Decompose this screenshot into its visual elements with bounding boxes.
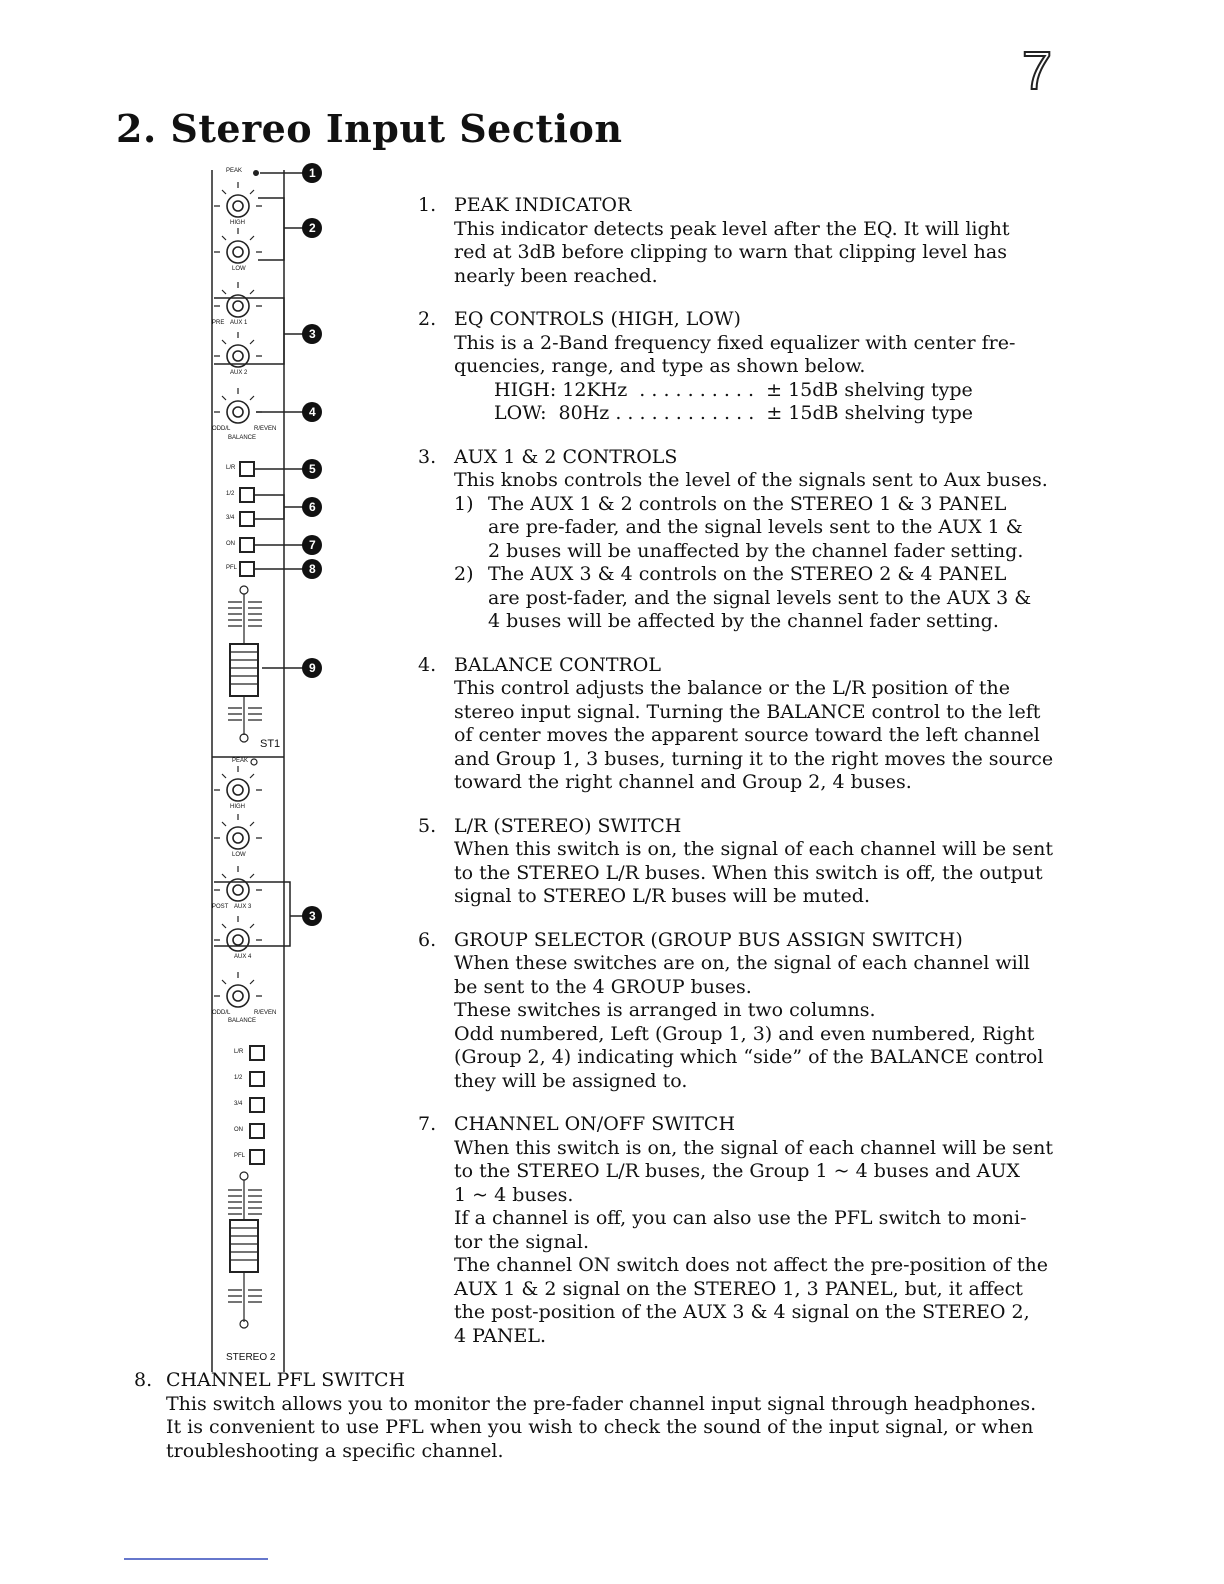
high2-label: HIGH bbox=[230, 804, 245, 810]
balance2-label: BALANCE bbox=[228, 1018, 257, 1024]
sub-item-body bbox=[488, 493, 1023, 564]
item-line: stereo input signal. Turning the BALANCE control to the left bbox=[454, 700, 1041, 723]
item-list bbox=[418, 194, 1098, 1368]
item-line: toward the right channel and Group 2, 4 buses. bbox=[454, 771, 912, 793]
sub-item-number: 2) bbox=[454, 563, 474, 585]
item-line: Odd numbered, Left (Group 1, 3) and even numbered, Right bbox=[454, 1022, 1035, 1045]
item-title: GROUP SELECTOR (GROUP BUS ASSIGN SWITCH) bbox=[454, 928, 963, 951]
callout-7: 7 bbox=[309, 538, 316, 552]
lr-label: L/R bbox=[226, 465, 236, 471]
item-line: These switches is arranged in two columns. bbox=[454, 999, 876, 1021]
item-line: This indicator detects peak level after the EQ. It will light bbox=[454, 217, 1010, 240]
page-number: 7 bbox=[1022, 41, 1053, 101]
aux2-label: AUX 2 bbox=[230, 370, 248, 376]
item-number: 7. bbox=[418, 1113, 437, 1135]
item-8-line: troubleshooting a specific channel. bbox=[166, 1439, 504, 1462]
item-title: L/R (STEREO) SWITCH bbox=[454, 814, 682, 837]
strip-drawing bbox=[150, 160, 400, 1380]
callout-5: 5 bbox=[309, 462, 316, 476]
item-title: EQ CONTROLS (HIGH, LOW) bbox=[454, 308, 741, 330]
item-number: 6. bbox=[418, 928, 437, 951]
sub-item-line: The AUX 1 & 2 controls on the STEREO 1 & 3 PANEL bbox=[488, 492, 1007, 515]
item-line: The channel ON switch does not affect the pre-position of the bbox=[454, 1254, 1049, 1276]
high-label: HIGH bbox=[230, 220, 245, 226]
item-line: to the STEREO L/R buses, the Group 1 ~ 4 buses and AUX bbox=[454, 1160, 1020, 1182]
item-number: 4. bbox=[418, 653, 437, 676]
low-label: LOW bbox=[232, 266, 246, 272]
item-line: When this switch is on, the signal of each channel will be sent bbox=[454, 1136, 1054, 1159]
sub-item-line: The AUX 3 & 4 controls on the STEREO 2 & 4 PANEL bbox=[488, 563, 1007, 585]
balance-label: BALANCE bbox=[228, 435, 257, 441]
item-5 bbox=[418, 815, 1098, 909]
item-title: CHANNEL ON/OFF SWITCH bbox=[454, 1113, 736, 1135]
g12b-label: 1/2 bbox=[234, 1075, 243, 1081]
item-line: 1 ~ 4 buses. bbox=[454, 1183, 574, 1206]
callout-3: 3 bbox=[309, 327, 316, 341]
item-line: This is a 2-Band frequency fixed equalizer with center fre- bbox=[454, 331, 1016, 354]
item-3 bbox=[418, 446, 1098, 634]
callout-lines bbox=[214, 173, 312, 946]
item-line: nearly been reached. bbox=[454, 264, 658, 287]
item-8 bbox=[134, 1369, 1094, 1463]
fader-icon-panel-1 bbox=[228, 586, 262, 742]
sub-item-line: 2 buses will be unaffected by the channel fader setting. bbox=[488, 539, 1024, 562]
odd2-label: ODD/L bbox=[212, 1010, 231, 1016]
item-line: signal to STEREO L/R buses will be muted. bbox=[454, 885, 870, 907]
item-1 bbox=[418, 194, 1098, 288]
spec-row: HIGH: 12KHz . . . . . . . . . . ± 15dB shelving type bbox=[494, 378, 973, 401]
item-line: 4 PANEL. bbox=[454, 1324, 547, 1347]
item-8-line: It is convenient to use PFL when you wish to check the sound of the input signal, or when bbox=[166, 1416, 1034, 1438]
channel-strip-illustration bbox=[150, 160, 400, 1380]
item-line: When these switches are on, the signal of each channel will bbox=[454, 952, 1030, 974]
item-line: quencies, range, and type as shown below. bbox=[454, 355, 866, 377]
item-line: When this switch is on, the signal of each channel will be sent bbox=[454, 838, 1054, 860]
pfl-label: PFL bbox=[226, 565, 238, 571]
peak2-label: PEAK bbox=[232, 758, 249, 764]
item-line: This knobs controls the level of the signals sent to Aux buses. bbox=[454, 469, 1048, 491]
callout-6: 6 bbox=[309, 500, 316, 514]
g34b-label: 3/4 bbox=[234, 1101, 243, 1107]
sub-item-line: are post-fader, and the signal levels sent to the AUX 3 & bbox=[488, 586, 1032, 609]
pre-label: PRE bbox=[212, 320, 225, 326]
item-8-line: This switch allows you to monitor the pre-fader channel input signal through headphones. bbox=[166, 1392, 1037, 1415]
item-line: be sent to the 4 GROUP buses. bbox=[454, 975, 752, 998]
item-8-title: CHANNEL PFL SWITCH bbox=[166, 1369, 406, 1391]
post-label: POST bbox=[212, 904, 229, 910]
peak-label: PEAK bbox=[226, 168, 243, 174]
item-line: AUX 1 & 2 signal on the STEREO 1, 3 PANEL, but, it affect bbox=[454, 1277, 1023, 1300]
g12-label: 1/2 bbox=[226, 491, 235, 497]
aux4-label: AUX 4 bbox=[234, 954, 252, 960]
footer-rule bbox=[124, 1558, 268, 1560]
item-line: (Group 2, 4) indicating which “side” of the BALANCE control bbox=[454, 1046, 1044, 1068]
sub-item-line: are pre-fader, and the signal levels sent to the AUX 1 & bbox=[488, 516, 1023, 538]
pfl2-label: PFL bbox=[234, 1153, 246, 1159]
callout-3b: 3 bbox=[309, 909, 316, 923]
callout-2: 2 bbox=[309, 221, 316, 235]
fader-icon-panel-2 bbox=[228, 1172, 262, 1328]
callout-4: 4 bbox=[309, 405, 316, 419]
item-line: If a channel is off, you can also use the PFL switch to moni- bbox=[454, 1207, 1027, 1229]
item-line: This control adjusts the balance or the L/R position of the bbox=[454, 677, 1010, 699]
sub-item bbox=[454, 563, 1098, 634]
item-number: 2. bbox=[418, 308, 437, 330]
item-line: red at 3dB before clipping to warn that clipping level has bbox=[454, 241, 1007, 263]
switch-icons-panel-2 bbox=[250, 1046, 264, 1164]
aux3-label: AUX 3 bbox=[234, 904, 252, 910]
item-line: they will be assigned to. bbox=[454, 1069, 688, 1092]
item-line: the post-position of the AUX 3 & 4 signal on the STEREO 2, bbox=[454, 1301, 1030, 1323]
item-8-number: 8. bbox=[134, 1369, 153, 1391]
lr2-label: L/R bbox=[234, 1049, 244, 1055]
callout-8: 8 bbox=[309, 562, 316, 576]
item-number: 3. bbox=[418, 445, 437, 468]
section-title: 2. Stereo Input Section bbox=[116, 106, 623, 151]
on-label: ON bbox=[226, 541, 235, 547]
sub-item-body bbox=[488, 563, 1031, 634]
item-line: tor the signal. bbox=[454, 1230, 590, 1253]
item-6 bbox=[418, 929, 1098, 1094]
item-line: to the STEREO L/R buses. When this switch is off, the output bbox=[454, 861, 1043, 884]
item-line: and Group 1, 3 buses, turning it to the right moves the source bbox=[454, 747, 1054, 770]
item-title: AUX 1 & 2 CONTROLS bbox=[454, 445, 678, 468]
stereo2-label: STEREO 2 bbox=[226, 1352, 276, 1363]
item-title: BALANCE CONTROL bbox=[454, 653, 662, 676]
item-title: PEAK INDICATOR bbox=[454, 194, 632, 216]
even2-label: R/EVEN bbox=[254, 1010, 277, 1016]
spec-row: LOW: 80Hz . . . . . . . . . . . . ± 15dB shelving type bbox=[494, 402, 973, 424]
aux1-label: AUX 1 bbox=[230, 320, 248, 326]
item-7 bbox=[418, 1113, 1098, 1348]
st1-label: ST1 bbox=[260, 738, 281, 750]
g34-label: 3/4 bbox=[226, 515, 235, 521]
on2-label: ON bbox=[234, 1127, 243, 1133]
item-2 bbox=[418, 308, 1098, 426]
sub-item bbox=[454, 493, 1098, 564]
low2-label: LOW bbox=[232, 852, 246, 858]
item-4 bbox=[418, 654, 1098, 795]
callout-1: 1 bbox=[309, 166, 316, 180]
even-label: R/EVEN bbox=[254, 426, 277, 432]
sub-item-number: 1) bbox=[454, 492, 474, 515]
item-number: 1. bbox=[418, 194, 437, 216]
callout-9: 9 bbox=[309, 661, 316, 675]
switch-icons-panel-1 bbox=[240, 462, 254, 576]
item-number: 5. bbox=[418, 814, 437, 837]
item-line: of center moves the apparent source toward the left channel bbox=[454, 724, 1040, 746]
odd-label: ODD/L bbox=[212, 426, 231, 432]
sub-item-line: 4 buses will be affected by the channel fader setting. bbox=[488, 610, 999, 632]
